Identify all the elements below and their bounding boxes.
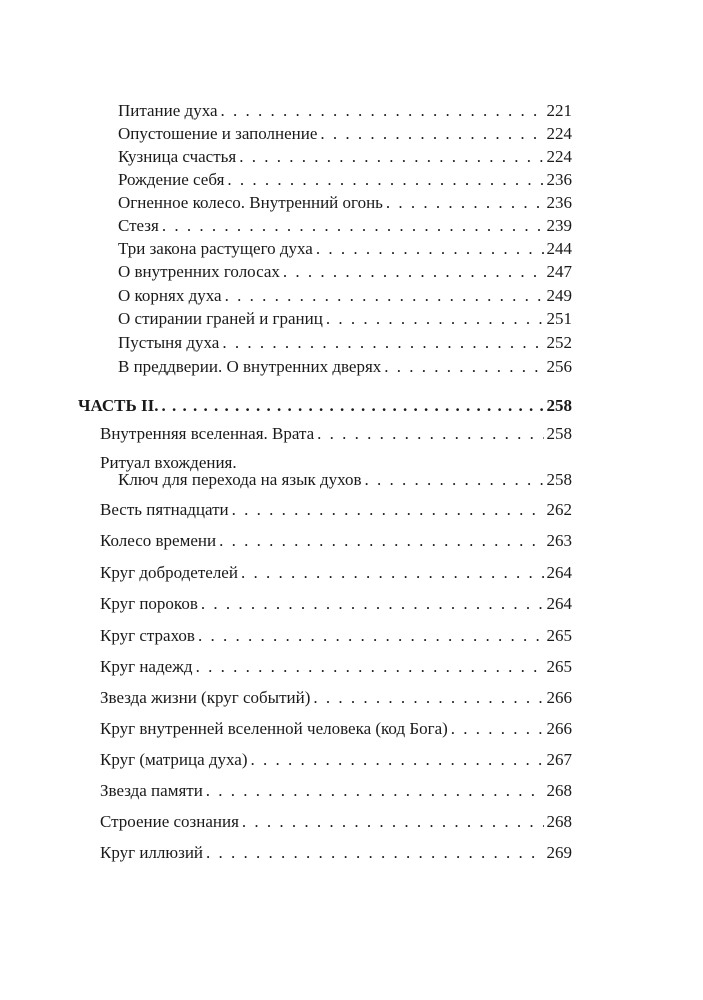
dot-leader (251, 750, 544, 770)
toc-entry-title: Три закона растущего духа (118, 239, 313, 258)
dot-leader (386, 193, 544, 213)
toc-entry (100, 531, 572, 551)
toc-entry-title: Круг (матрица духа) (100, 750, 248, 769)
part-heading-title: ЧАСТЬ II. (78, 396, 159, 415)
toc-entry (100, 843, 572, 863)
dot-leader (326, 309, 544, 329)
dot-leader (239, 147, 543, 167)
toc-entry-page: 266 (546, 688, 572, 707)
dot-leader (196, 657, 544, 677)
toc-entry (118, 333, 572, 353)
toc-entry-title: Звезда памяти (100, 781, 203, 800)
toc-entry-page: 221 (546, 101, 572, 120)
toc-entry-title: Огненное колесо. Внутренний огонь (118, 193, 383, 212)
toc-entry-page: 224 (546, 124, 572, 143)
toc-entry-page: 265 (546, 657, 572, 676)
dot-leader (365, 470, 544, 490)
toc-entry (118, 470, 572, 490)
dot-leader (219, 531, 543, 551)
toc-entry-title: Колесо времени (100, 531, 217, 550)
dot-leader (225, 286, 544, 306)
toc-entry (118, 147, 572, 167)
dot-leader (201, 594, 544, 614)
toc-entry (100, 563, 572, 583)
dot-leader (313, 688, 543, 708)
toc-entry (118, 170, 572, 190)
toc-entry (118, 286, 572, 306)
dot-leader (241, 563, 544, 583)
toc-entry (100, 500, 572, 520)
toc-entry-title: Круг внутренней вселенной человека (код Бога) (100, 719, 448, 738)
toc-entry-title: Строение сознания (100, 812, 239, 831)
dot-leader (232, 500, 544, 520)
toc-entry-page: 236 (546, 170, 572, 189)
toc-entry-page: 247 (546, 262, 572, 281)
toc-entry (100, 688, 572, 708)
toc-entry-page: 268 (546, 781, 572, 800)
dot-leader (316, 239, 544, 259)
dot-leader (198, 626, 544, 646)
dot-leader (320, 124, 543, 144)
toc-entry-page: 256 (546, 357, 572, 376)
toc-entry-title: Рождение себя (118, 170, 225, 189)
toc-entry-title: Опустошение и заполнение (118, 124, 318, 143)
toc-entry-title: Круг пороков (100, 594, 198, 613)
toc-entry (118, 193, 572, 213)
part-heading (78, 396, 572, 416)
toc-entry-title: Кузница счастья (118, 147, 237, 166)
dot-leader (451, 719, 544, 739)
dot-leader (206, 781, 544, 801)
toc-entry-title: О внутренних голосах (118, 262, 280, 281)
dot-leader (227, 170, 543, 190)
dot-leader (162, 396, 544, 416)
dot-leader (222, 333, 543, 353)
toc-entry-title: Ключ для перехода на язык духов (118, 470, 362, 489)
toc-entry-title: О корнях духа (118, 286, 222, 305)
toc-entry-page: 244 (546, 239, 572, 258)
toc-entry-title: Круг добродетелей (100, 563, 238, 582)
toc-entry-page: 266 (546, 719, 572, 738)
toc-entry (118, 309, 572, 329)
toc-entry-title: Круг иллюзий (100, 843, 204, 862)
toc-entry (100, 594, 572, 614)
toc-entry-title: Внутренняя вселенная. Врата (100, 424, 315, 443)
dot-leader (162, 216, 544, 236)
toc-entry-page: 249 (546, 286, 572, 305)
toc-entry (118, 262, 572, 282)
toc-entry-page: 258 (546, 470, 572, 489)
toc-entry-page: 236 (546, 193, 572, 212)
toc-entry-page: 224 (546, 147, 572, 166)
toc-entry-title: Пустыня духа (118, 333, 220, 352)
dot-leader (242, 812, 544, 832)
dot-leader (384, 357, 543, 377)
toc-entry (100, 626, 572, 646)
toc-entry-page: 264 (546, 594, 572, 613)
toc-entry-page: 251 (546, 309, 572, 328)
toc-entry-title: В преддверии. О внутренних дверях (118, 357, 382, 376)
toc-entry-title: Круг страхов (100, 626, 195, 645)
toc-entry (100, 750, 572, 770)
part-heading-page: 258 (546, 396, 572, 415)
dot-leader (283, 262, 544, 282)
toc-entry-page: 267 (546, 750, 572, 769)
toc-entry-title: Весть пятнадцати (100, 500, 229, 519)
toc-entry-title: Стезя (118, 216, 159, 235)
toc-entry-page: 239 (546, 216, 572, 235)
toc-entry (100, 719, 572, 739)
toc-entry-page: 263 (546, 531, 572, 550)
dot-leader (206, 843, 543, 863)
toc-entry-title: Звезда жизни (круг событий) (100, 688, 311, 707)
toc-entry-title-line1: Ритуал вхождения. (100, 453, 237, 472)
toc-entry (118, 216, 572, 236)
toc-entry (118, 124, 572, 144)
toc-entry-title: Круг надежд (100, 657, 193, 676)
dot-leader (317, 424, 543, 444)
toc-entry (100, 781, 572, 801)
toc-entry-page: 264 (546, 563, 572, 582)
toc-entry (100, 812, 572, 832)
toc-entry (118, 101, 572, 121)
toc-entry-page: 269 (546, 843, 572, 862)
toc-entry-page: 258 (546, 424, 572, 443)
toc-entry (100, 424, 572, 444)
toc-entry-title: О стирании граней и границ (118, 309, 323, 328)
toc-entry (100, 657, 572, 677)
toc-entry-title: Питание духа (118, 101, 218, 120)
toc-entry-page: 265 (546, 626, 572, 645)
dot-leader (221, 101, 544, 121)
toc-entry-page: 252 (546, 333, 572, 352)
toc-entry-page: 268 (546, 812, 572, 831)
toc-entry (118, 357, 572, 377)
toc-entry-page: 262 (546, 500, 572, 519)
toc-entry (118, 239, 572, 259)
